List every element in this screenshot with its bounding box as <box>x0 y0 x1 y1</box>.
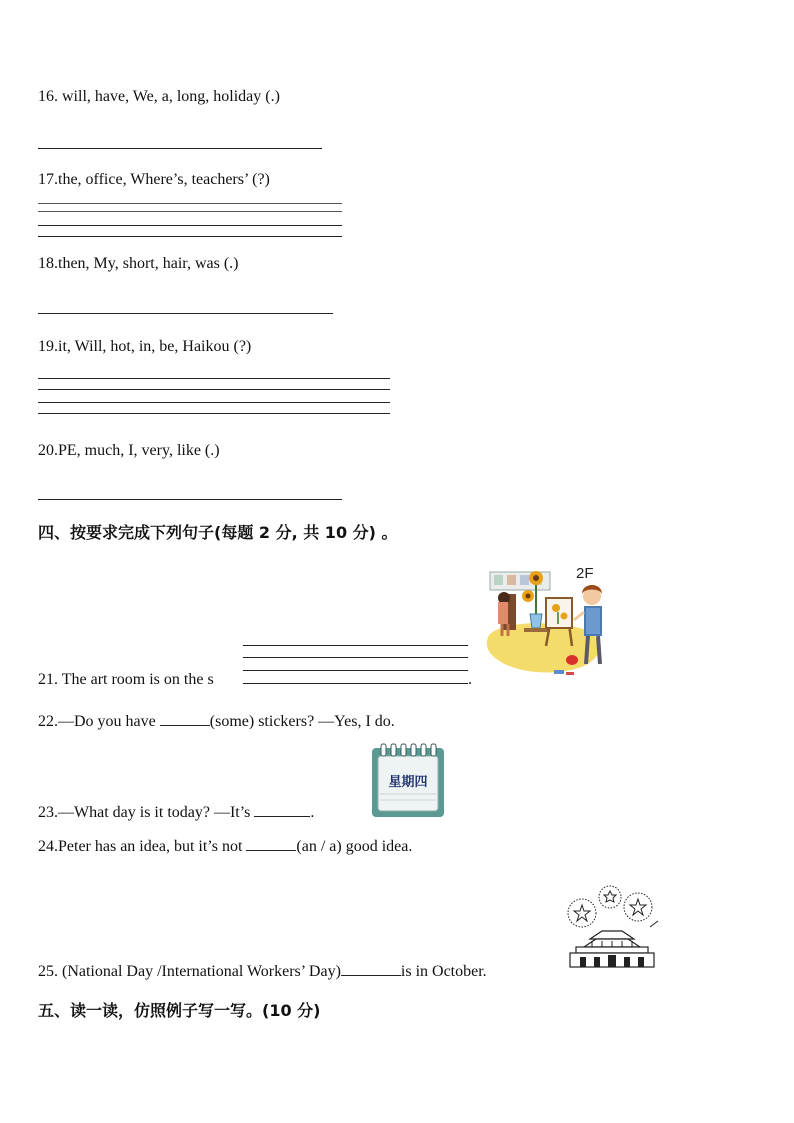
answer-line-20[interactable] <box>38 499 342 500</box>
section-4-heading: 四、按要求完成下列句子(每题 2 分, 共 10 分) 。 <box>38 523 398 542</box>
answer-line-21-1 <box>243 645 468 646</box>
question-16: 16. will, have, We, a, long, holiday (.) <box>38 88 280 105</box>
question-22 <box>38 711 395 732</box>
art-room-drawing <box>484 562 612 684</box>
question-24 <box>38 836 412 857</box>
fireworks-drawing <box>562 883 662 969</box>
answer-line-19-1 <box>38 378 390 379</box>
calendar-drawing <box>371 742 445 818</box>
blank-25[interactable] <box>341 961 401 976</box>
question-25 <box>38 961 487 982</box>
answer-line-19-4 <box>38 413 390 414</box>
calendar-label: 星期四 <box>388 775 428 790</box>
answer-line-19-2 <box>38 389 390 390</box>
question-20: 20.PE, much, I, very, like (.) <box>38 442 220 459</box>
question-24-suffix: (an / a) good idea. <box>296 838 413 855</box>
art-room-illustration <box>484 562 612 684</box>
question-25-prefix: 25. (National Day /International Workers’ Day) <box>38 963 341 980</box>
answer-line-17-3 <box>38 225 342 226</box>
question-17: 17.the, office, Where’s, teachers’ (?) <box>38 171 270 188</box>
question-23-prefix: 23.—What day is it today? —It’s <box>38 804 255 821</box>
question-21-end: . <box>468 671 472 688</box>
answer-line-17-4 <box>38 236 342 237</box>
answer-line-16[interactable] <box>38 148 322 149</box>
calendar-icon <box>371 742 445 818</box>
answer-line-17-1 <box>38 203 342 204</box>
question-22-suffix: (some) stickers? —Yes, I do. <box>209 713 395 730</box>
question-18: 18.then, My, short, hair, was (.) <box>38 255 239 272</box>
blank-24[interactable] <box>246 836 296 851</box>
answer-line-21-2 <box>243 657 468 658</box>
question-25-suffix: is in October. <box>400 963 487 980</box>
blank-22[interactable] <box>160 711 210 726</box>
question-19: 19.it, Will, hot, in, be, Haikou (?) <box>38 338 252 355</box>
answer-line-21-4 <box>243 683 468 684</box>
question-21: 21. The art room is on the s <box>38 671 214 688</box>
national-day-illustration <box>562 883 662 969</box>
question-22-prefix: 22.—Do you have <box>38 713 160 730</box>
answer-line-21-3 <box>243 670 468 671</box>
blank-23[interactable] <box>254 802 310 817</box>
answer-line-18[interactable] <box>38 313 333 314</box>
question-23-suffix: . <box>310 804 315 821</box>
answer-line-19-3 <box>38 402 390 403</box>
question-23 <box>38 802 314 823</box>
answer-line-17-2 <box>38 211 342 212</box>
section-5-heading: 五、读一读，仿照例子写一写。(10 分) <box>38 1001 321 1020</box>
question-24-prefix: 24.Peter has an idea, but it’s not <box>38 838 247 855</box>
floor-label: 2F <box>576 565 594 582</box>
